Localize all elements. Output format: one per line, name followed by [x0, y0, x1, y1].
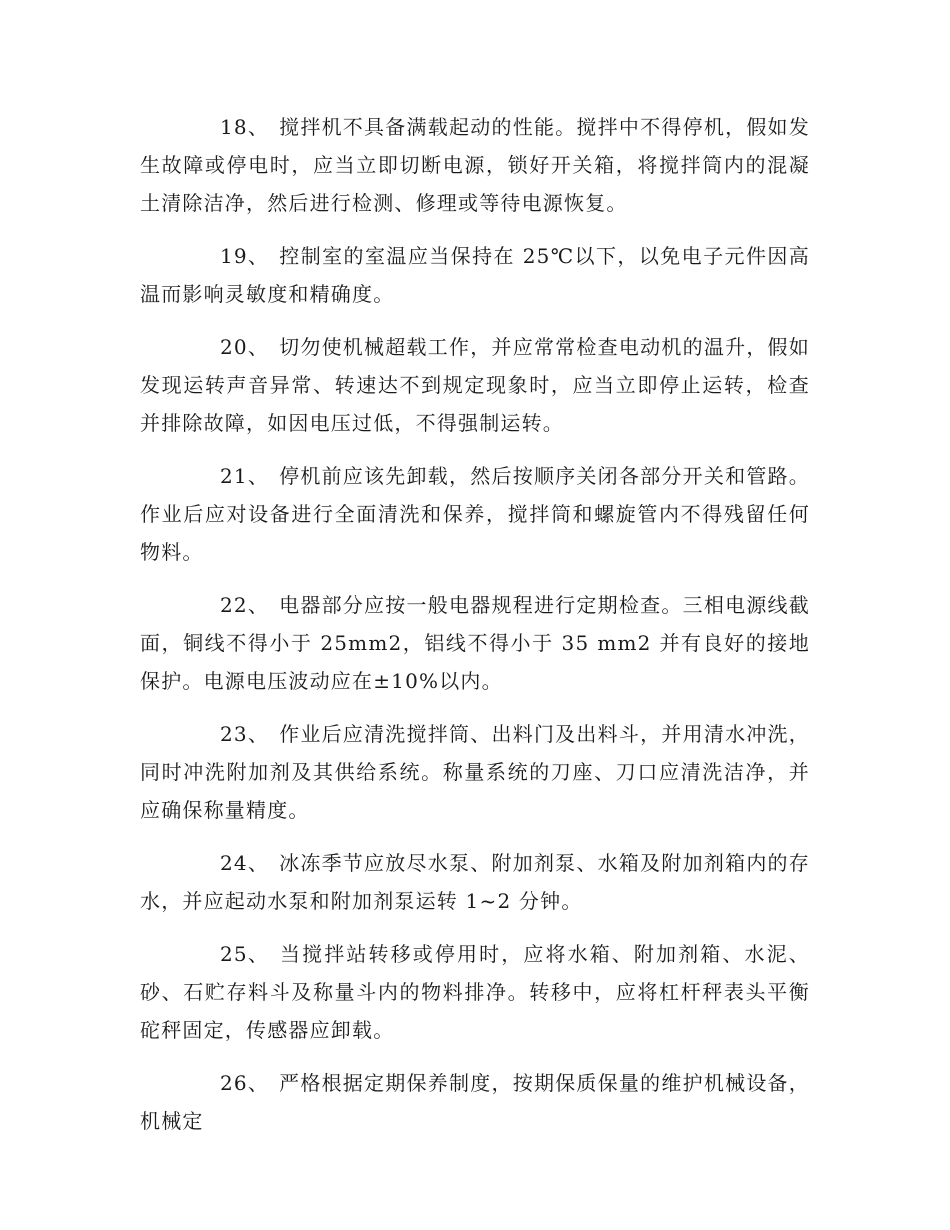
paragraph-number: 23、 [220, 722, 270, 746]
paragraph-text: 严格根据定期保养制度，按期保质保量的维护机械设备，机械定 [140, 1071, 810, 1133]
paragraph-21 [140, 457, 810, 571]
paragraph-23 [140, 715, 810, 829]
paragraph-number: 22、 [220, 593, 270, 617]
paragraph-text: 当搅拌站转移或停用时，应将水箱、附加剂箱、水泥、砂、石贮存料斗及称量斗内的物料排净。转移中，应将杠杆秤表头平衡砣秤固定，传感器应卸载。 [140, 942, 810, 1042]
paragraph-22 [140, 586, 810, 700]
paragraph-number: 25、 [220, 942, 270, 966]
paragraph-text: 停机前应该先卸载，然后按顺序关闭各部分开关和管路。作业后应对设备进行全面清洗和保养，搅拌筒和螺旋管内不得残留任何物料。 [140, 464, 810, 564]
paragraph-19 [140, 237, 810, 313]
paragraph-text: 切勿使机械超载工作，并应常常检查电动机的温升，假如发现运转声音异常、转速达不到规定现象时，应当立即停止运转，检查并排除故障，如因电压过低，不得强制运转。 [140, 335, 810, 435]
paragraph-text: 控制室的室温应当保持在 25℃以下，以免电子元件因高温而影响灵敏度和精确度。 [140, 244, 810, 306]
paragraph-18 [140, 108, 810, 222]
paragraph-25 [140, 935, 810, 1049]
paragraph-24 [140, 844, 810, 920]
paragraph-number: 24、 [220, 851, 270, 875]
paragraph-text: 作业后应清洗搅拌筒、出料门及出料斗，并用清水冲洗，同时冲洗附加剂及其供给系统。称量系统的刀座、刀口应清洗洁净，并应确保称量精度。 [140, 722, 810, 822]
paragraph-text: 冰冻季节应放尽水泵、附加剂泵、水箱及附加剂箱内的存水，并应起动水泵和附加剂泵运转 1~2 分钟。 [140, 851, 810, 913]
paragraph-text: 搅拌机不具备满载起动的性能。搅拌中不得停机，假如发生故障或停电时，应当立即切断电源，锁好开关箱，将搅拌筒内的混凝土清除洁净，然后进行检测、修理或等待电源恢复。 [140, 115, 810, 215]
paragraph-number: 19、 [220, 244, 270, 268]
paragraph-number: 20、 [220, 335, 270, 359]
paragraph-text: 电器部分应按一般电器规程进行定期检查。三相电源线截面，铜线不得小于 25mm2，铝线不得小于 35 mm2 并有良好的接地保护。电源电压波动应在±10%以内。 [140, 593, 810, 693]
paragraph-number: 26、 [220, 1071, 270, 1095]
paragraph-26 [140, 1064, 810, 1140]
paragraph-number: 21、 [220, 464, 270, 488]
paragraph-20 [140, 328, 810, 442]
paragraph-number: 18、 [220, 115, 270, 139]
